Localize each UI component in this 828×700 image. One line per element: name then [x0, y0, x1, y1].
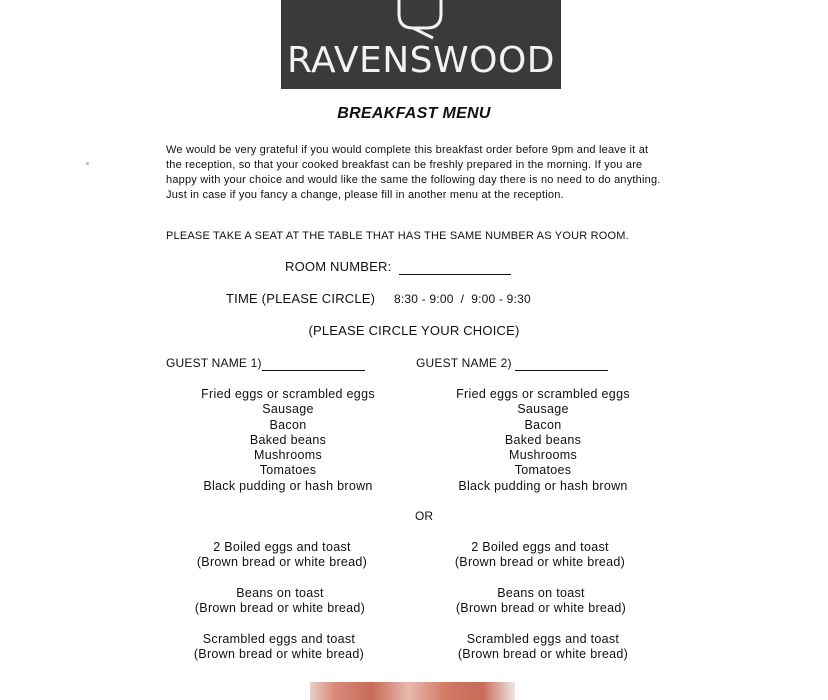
- menu-item[interactable]: Sausage: [517, 402, 569, 417]
- guest-1-name-row: [166, 356, 365, 371]
- option-name: Beans on toast: [497, 586, 585, 600]
- room-number-field[interactable]: [399, 259, 511, 275]
- menu-item[interactable]: Bacon: [269, 417, 307, 432]
- option-name: 2 Boiled eggs and toast: [471, 540, 609, 554]
- guest-2-option-boiled[interactable]: [410, 540, 670, 571]
- option-name: Beans on toast: [236, 586, 324, 600]
- menu-item[interactable]: Tomatoes: [514, 463, 572, 478]
- guest-1-option-scrambled[interactable]: [149, 632, 409, 663]
- menu-item[interactable]: Sausage: [262, 402, 314, 417]
- room-number-row: [285, 259, 511, 275]
- menu-item[interactable]: Black pudding or hash brown: [458, 478, 628, 493]
- option-bread: (Brown bread or white bread): [194, 601, 366, 616]
- guest-1-option-boiled[interactable]: [152, 540, 412, 571]
- guest-1-option-beans[interactable]: [150, 586, 410, 617]
- seat-instruction: PLEASE TAKE A SEAT AT THE TABLE THAT HAS THE SAME NUMBER AS YOUR ROOM.: [166, 230, 629, 242]
- breakfast-photo: [310, 682, 515, 700]
- guest-2-option-scrambled[interactable]: [413, 632, 673, 663]
- circle-choice-note: (PLEASE CIRCLE YOUR CHOICE): [308, 323, 520, 338]
- room-number-label: ROOM NUMBER:: [285, 259, 392, 274]
- guest-2-name-field[interactable]: [515, 356, 608, 371]
- menu-item[interactable]: Bacon: [524, 417, 562, 432]
- or-divider: OR: [415, 509, 433, 523]
- option-bread: (Brown bread or white bread): [196, 555, 368, 570]
- ravenswood-logo: [281, 0, 561, 89]
- menu-title: BREAKFAST MENU: [337, 105, 491, 122]
- guest-2-name-row: [416, 356, 608, 371]
- option-bread: (Brown bread or white bread): [455, 601, 627, 616]
- intro-paragraph: We would be very grateful if you would complete this breakfast order before 9pm and leave it at the reception, so that your cooked breakfast can be freshly prepared in the morning. If you are happy with your choice and would like the same the following day there is no need to do anything. Just in case if you fancy a change, please fill in another menu at the reception.: [166, 144, 661, 201]
- menu-item[interactable]: Baked beans: [249, 432, 327, 447]
- time-label: TIME (PLEASE CIRCLE): [226, 291, 376, 306]
- guest-2-label: GUEST NAME 2): [416, 356, 512, 370]
- option-name: Scrambled eggs and toast: [202, 632, 356, 646]
- menu-item[interactable]: Tomatoes: [259, 463, 317, 478]
- option-bread: (Brown bread or white bread): [457, 647, 629, 662]
- option-bread: (Brown bread or white bread): [193, 647, 365, 662]
- menu-item[interactable]: Baked beans: [504, 432, 582, 447]
- menu-item[interactable]: Black pudding or hash brown: [203, 478, 373, 493]
- time-row: [226, 291, 531, 306]
- menu-item[interactable]: Fried eggs or scrambled eggs: [201, 387, 375, 401]
- menu-item[interactable]: Mushrooms: [254, 448, 322, 463]
- option-name: 2 Boiled eggs and toast: [213, 540, 351, 554]
- guest-1-name-field[interactable]: [262, 356, 365, 371]
- menu-item[interactable]: Fried eggs or scrambled eggs: [456, 387, 630, 401]
- guest-1-label: GUEST NAME 1): [166, 356, 262, 370]
- guest-2-option-beans[interactable]: [411, 586, 671, 617]
- option-bread: (Brown bread or white bread): [454, 555, 626, 570]
- guest-2-cooked-list: [413, 387, 673, 494]
- brand-name: RAVENSWOOD: [286, 40, 556, 81]
- menu-item[interactable]: Mushrooms: [509, 448, 577, 463]
- time-options[interactable]: 8:30 - 9:00 / 9:00 - 9:30: [394, 292, 531, 306]
- guest-1-cooked-list: [158, 387, 418, 494]
- scan-speck: [86, 162, 89, 165]
- option-name: Scrambled eggs and toast: [466, 632, 620, 646]
